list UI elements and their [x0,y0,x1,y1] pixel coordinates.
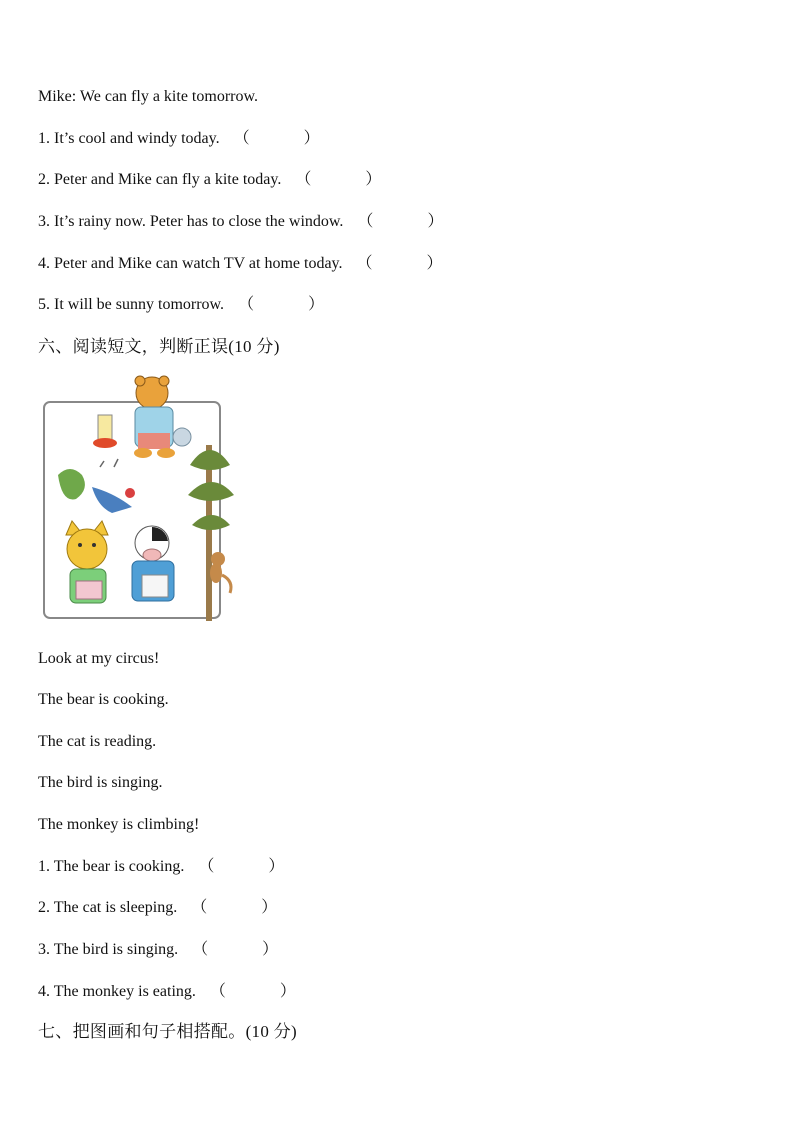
judge-item-text: 3. It’s rainy now. Peter has to close the window. [38,213,344,230]
dialogue-line-mike: Mike: We can fly a kite tomorrow. [38,88,258,105]
passage-line-1: Look at my circus! [38,650,160,667]
true-false-text: 4. The monkey is eating. [38,983,196,1000]
judge-item-text: 5. It will be sunny tomorrow. [38,296,225,313]
true-false-text: 3. The bird is singing. [38,941,179,958]
passage-line-5: The monkey is climbing! [38,816,200,833]
judge-item-3 [38,212,443,232]
section-heading-7: 七、把图画和句子相搭配。(10 分) [38,1022,297,1041]
true-false-text: 2. The cat is sleeping. [38,899,178,916]
section-heading-6: 六、阅读短文，判断正误(10 分) [38,337,280,356]
answer-bracket-open: （ [191,899,208,916]
circus-illustration [40,375,245,625]
true-false-item-2 [38,898,277,918]
answer-bracket-close: ） [427,213,444,230]
answer-bracket-close: ） [279,983,296,1000]
judge-item-2 [38,170,381,190]
answer-bracket-close: ） [261,899,278,916]
judge-item-text: 4. Peter and Mike can watch TV at home today. [38,255,343,272]
answer-bracket-close: ） [268,858,285,875]
answer-bracket-open: （ [198,858,215,875]
judge-item-text: 2. Peter and Mike can fly a kite today. [38,171,282,188]
answer-bracket-close: ） [308,296,325,313]
judge-item-5 [38,295,324,315]
answer-bracket-close: ） [262,941,279,958]
true-false-item-4 [38,982,296,1002]
answer-bracket-close: ） [426,255,443,272]
answer-bracket-open: （ [357,213,374,230]
true-false-text: 1. The bear is cooking. [38,858,185,875]
judge-item-1 [38,129,320,149]
passage-line-4: The bird is singing. [38,774,163,791]
answer-bracket-open: （ [238,296,255,313]
answer-bracket-close: ） [303,130,320,147]
answer-bracket-open: （ [295,171,312,188]
true-false-item-3 [38,940,278,960]
judge-item-4 [38,254,443,274]
cow-writing-icon [132,526,174,601]
judge-item-text: 1. It’s cool and windy today. [38,130,220,147]
true-false-item-1 [38,857,284,877]
answer-bracket-open: （ [233,130,250,147]
passage-line-3: The cat is reading. [38,733,157,750]
answer-bracket-open: （ [356,255,373,272]
passage-line-2: The bear is cooking. [38,691,169,708]
answer-bracket-open: （ [192,941,209,958]
cat-reading-icon [66,521,108,603]
answer-bracket-close: ） [365,171,382,188]
answer-bracket-open: （ [209,983,226,1000]
